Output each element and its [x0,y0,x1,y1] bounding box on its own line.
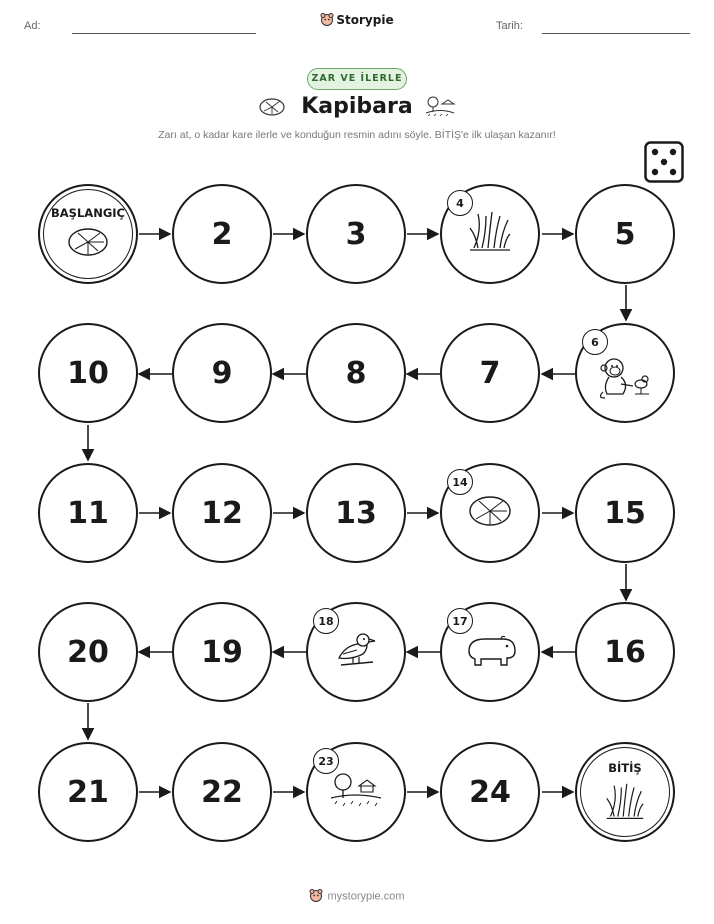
instructions: Zarı at, o kadar kare ilerle ve konduğun resmin adını söyle. BİTİŞ'e ilk ulaşan kazanır! [158,129,556,141]
name-label: Ad: [24,20,41,32]
storypie-logo-icon [309,888,323,905]
board-cell[interactable]: 2 [172,184,272,284]
board-cell[interactable]: 12 [172,463,272,563]
footer [0,888,714,905]
board-cell[interactable]: 22 [172,742,272,842]
board-cell[interactable]: 10 [38,323,138,423]
board-cell[interactable]: 5 [575,184,675,284]
footer-url[interactable]: mystorypie.com [327,890,405,903]
board-cell[interactable]: 13 [306,463,406,563]
board-cell[interactable]: 3 [306,184,406,284]
start-cell[interactable] [38,184,138,284]
board-cell[interactable]: 19 [172,602,272,702]
cell-number-badge: 23 [313,748,339,774]
board-cell[interactable]: 21 [38,742,138,842]
grass-icon [605,782,645,826]
board-cell[interactable]: 24 [440,742,540,842]
finish-label: BİTİŞ [608,761,642,775]
board-cell[interactable]: 7 [440,323,540,423]
cell-number-badge: 14 [447,469,473,495]
start-label: BAŞLANGIÇ [51,206,125,220]
cell-number-badge: 18 [313,608,339,634]
cell-number-badge: 4 [447,190,473,216]
meadow-icon [329,770,383,814]
cell-number-badge: 6 [582,329,608,355]
capybara-icon [463,631,517,673]
date-label: Tarih: [496,20,523,32]
board-cell[interactable]: 15 [575,463,675,563]
finish-cell[interactable] [575,742,675,842]
lily-pad-icon [66,226,110,262]
page-title: Kapibara [301,94,413,119]
board-cell[interactable]: 11 [38,463,138,563]
cell-number-badge: 17 [447,608,473,634]
monkey-icon [599,354,651,404]
board-cell[interactable]: 16 [575,602,675,702]
board-cell[interactable]: 20 [38,602,138,702]
brand-name: Storypie [336,13,394,27]
grass-icon [468,210,512,258]
board-cell[interactable]: 9 [172,323,272,423]
lily-pad-icon [467,494,513,532]
board-cell[interactable]: 8 [306,323,406,423]
activity-badge: ZAR VE İLERLE [307,68,407,90]
bird-icon [333,630,379,674]
